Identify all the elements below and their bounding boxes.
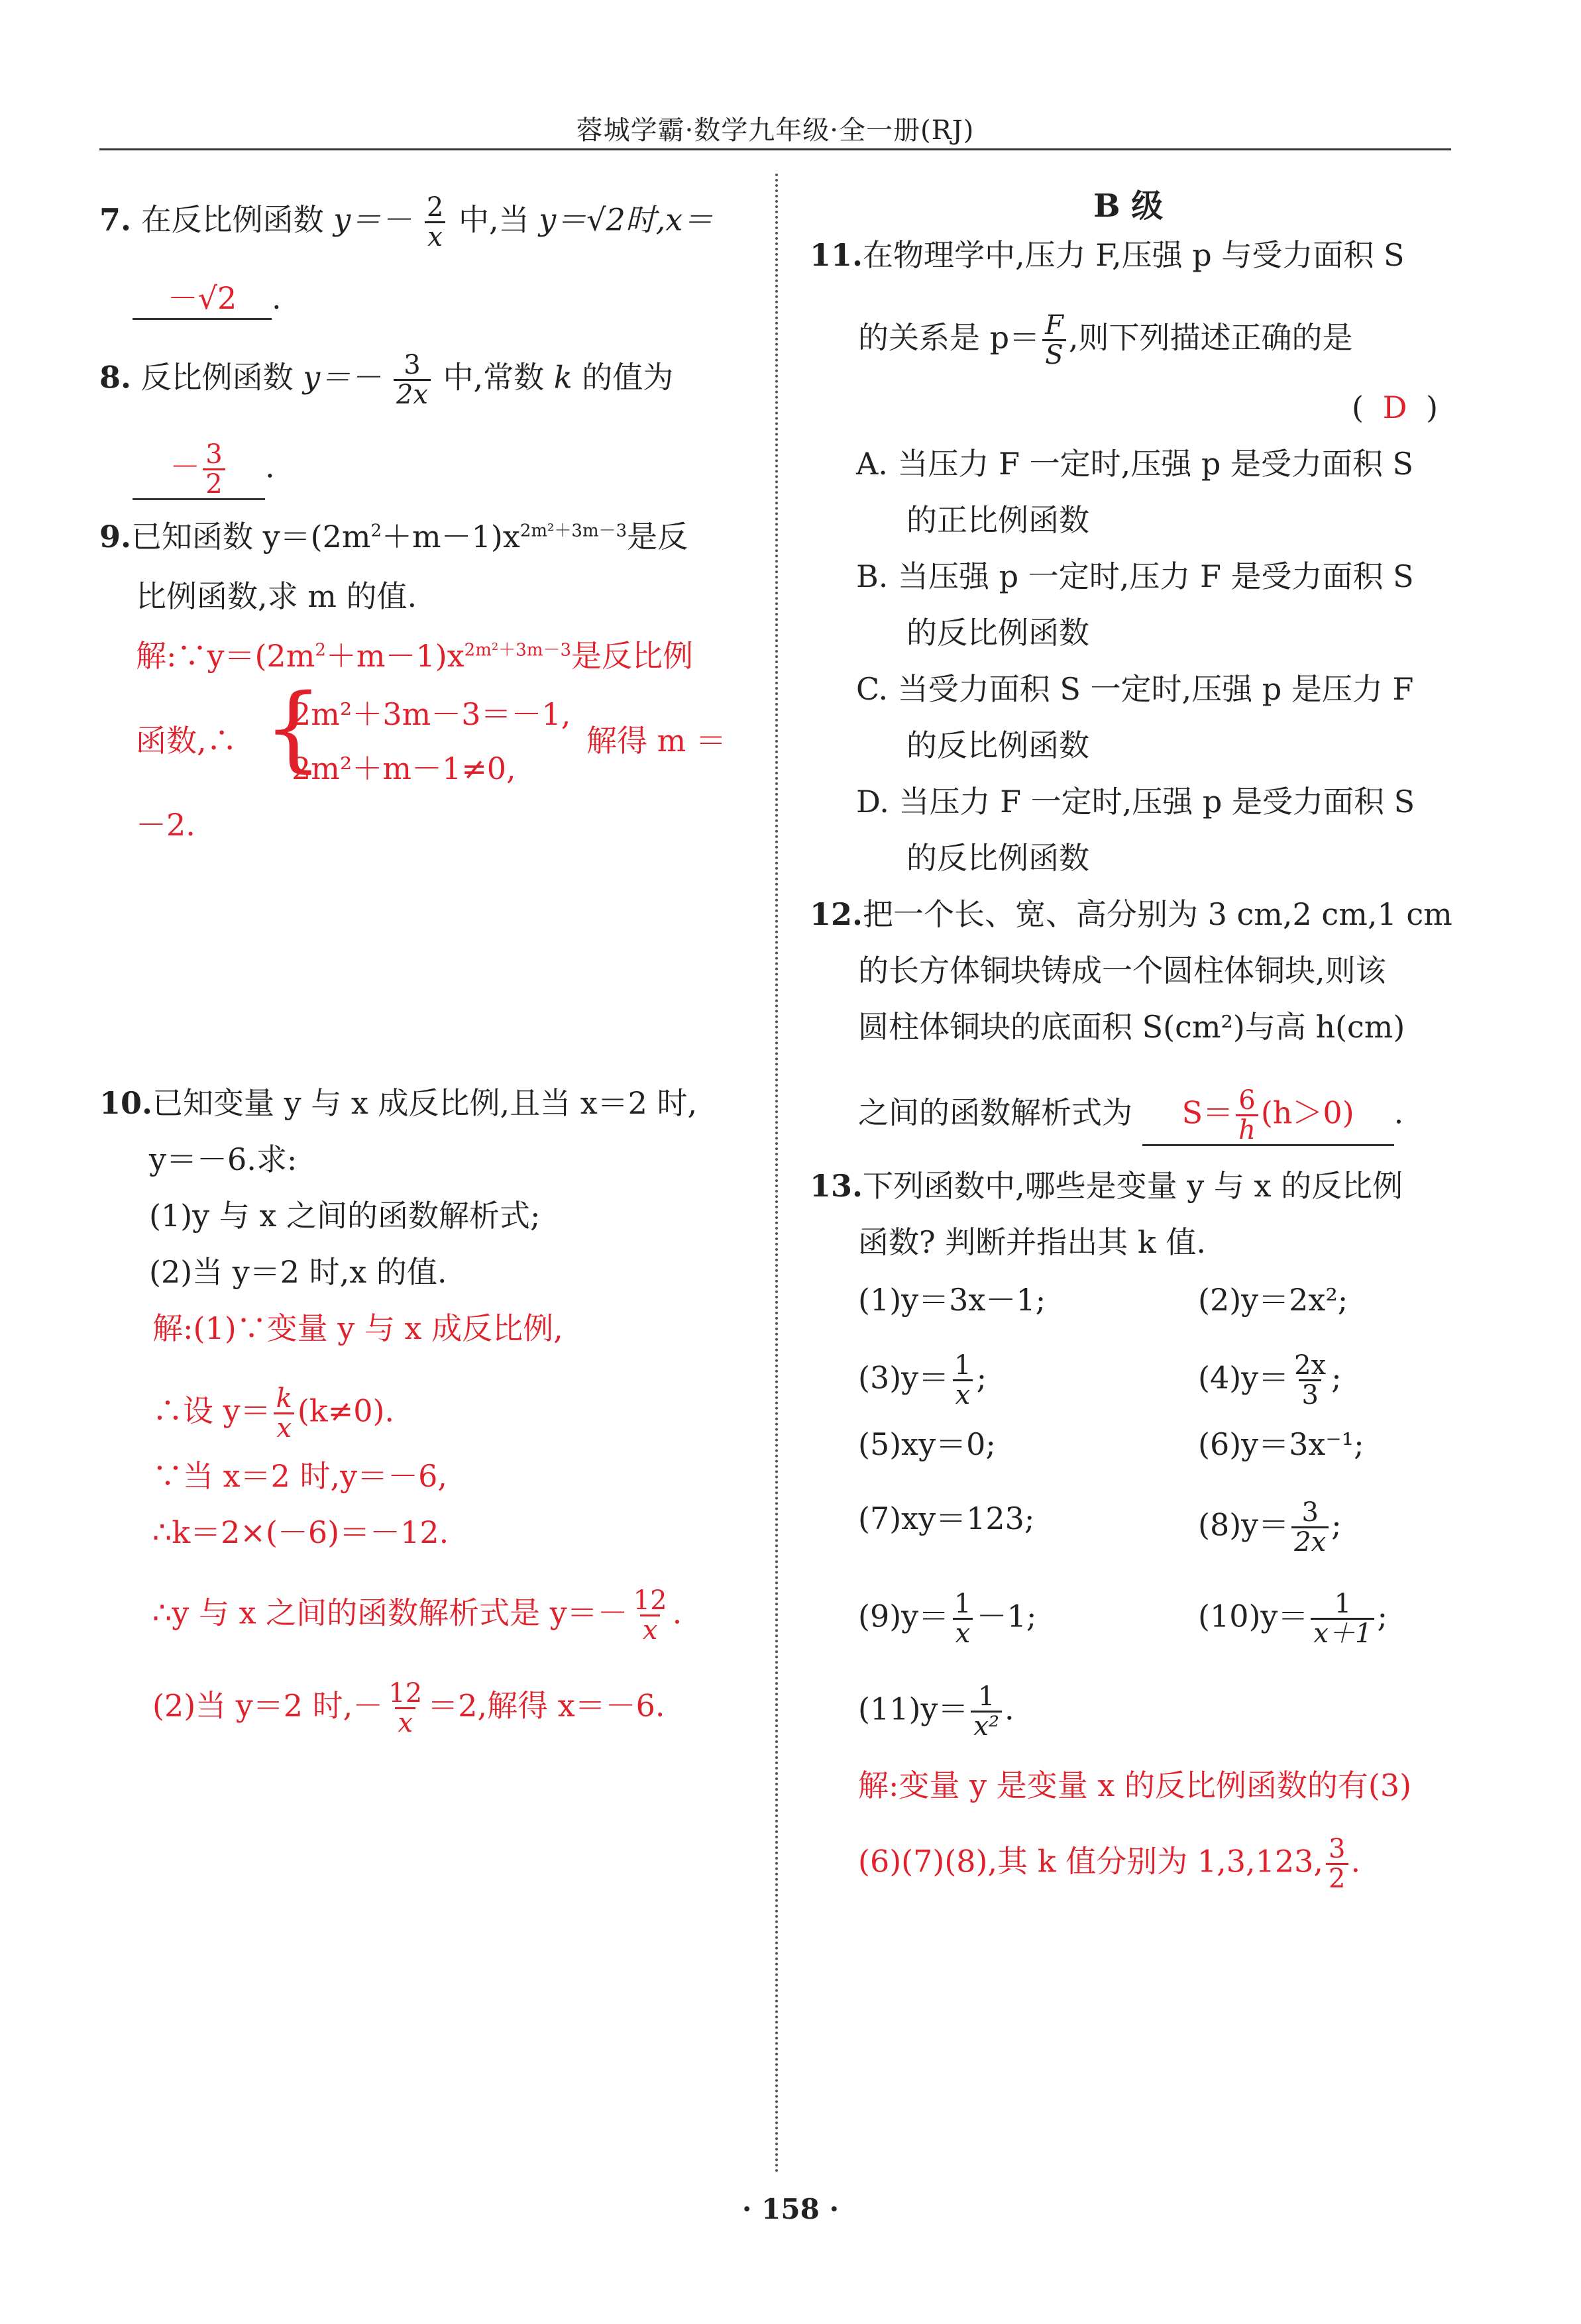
fraction (394, 351, 431, 409)
question-10-part1: (1)y 与 x 之间的函数解析式; (149, 1198, 541, 1234)
denominator: 2 (1326, 1863, 1348, 1893)
header-rule (99, 148, 1451, 150)
question-10 (99, 1083, 697, 1123)
q9-solution-result: 解得 m ＝ (586, 723, 726, 759)
question-9 (99, 517, 688, 556)
denominator: 3 (1299, 1379, 1321, 1409)
q10-solution-line4: ∴k＝2×(－6)＝－12. (152, 1514, 449, 1550)
question-11 (810, 235, 1404, 275)
numerator: 3 (404, 350, 421, 380)
answer-blank (1142, 1086, 1394, 1146)
choice-answer: D (1382, 390, 1407, 425)
text: ,则下列描述正确的是 (1068, 319, 1353, 356)
denominator: x (274, 1412, 294, 1442)
q10-solution-line6 (152, 1679, 665, 1737)
period: . (265, 449, 275, 485)
numerator: 3 (205, 439, 223, 470)
text: ; (1377, 1598, 1388, 1634)
fraction (203, 441, 225, 498)
q10-solution-line5 (152, 1587, 682, 1644)
denominator: S (1042, 339, 1065, 369)
level-heading: B 级 (1093, 187, 1164, 225)
numerator: 6 (1238, 1085, 1256, 1116)
item-6: (6)y＝3x⁻¹; (1198, 1426, 1364, 1462)
text: ＋m－1)x (382, 519, 520, 555)
question-number: 12. (810, 896, 863, 932)
fraction (971, 1683, 1002, 1740)
system-equation-1: 2m²＋3m－3＝－1, (292, 696, 571, 732)
text: (2)当 y＝2 时,－ (152, 1687, 384, 1724)
denominator: x (953, 1379, 973, 1409)
variable: k (553, 359, 572, 396)
period: . (1393, 1094, 1404, 1131)
question-13-line2: 函数? 判断并指出其 k 值. (858, 1224, 1207, 1260)
question-number: 7. (99, 201, 132, 238)
fraction (274, 1385, 295, 1442)
question-number: 13. (810, 1168, 863, 1204)
option-d: D. 当压力 F 一定时,压强 p 是受力面积 S (856, 784, 1415, 819)
text: 反比例函数 (140, 359, 294, 396)
denominator: 2 (203, 468, 225, 498)
bracket-right: ) (1426, 390, 1439, 425)
q7-answer-line (133, 278, 282, 320)
denominator: x² (971, 1711, 1002, 1740)
text: ; (1331, 1506, 1342, 1543)
numerator: F (1045, 310, 1063, 341)
text: (h＞0) (1260, 1094, 1354, 1131)
numerator: k (276, 1383, 292, 1414)
text: 解:∵y＝(2m (136, 638, 315, 674)
question-number: 8. (99, 359, 132, 396)
condition: y＝√2时,x＝ (539, 201, 714, 238)
text: (10)y＝ (1198, 1598, 1309, 1634)
q9-solution-line1 (136, 636, 693, 676)
text: S＝ (1181, 1094, 1234, 1131)
text: 的关系是 p＝ (858, 319, 1040, 356)
question-12-line3: 圆柱体铜块的底面积 S(cm²)与高 h(cm) (858, 1009, 1405, 1045)
fraction (1291, 1499, 1329, 1556)
fraction (631, 1587, 670, 1644)
item-9 (858, 1590, 1036, 1648)
system-equation-2: 2m²＋m－1≠0, (292, 751, 516, 786)
text: . (1005, 1691, 1014, 1727)
text: －1; (976, 1598, 1037, 1634)
denominator: x (953, 1618, 973, 1648)
page-header: 蓉城学霸·数学九年级·全一册(RJ) (576, 115, 975, 146)
item-1: (1)y＝3x－1; (858, 1282, 1046, 1318)
q13-solution-line1: 解:变量 y 是变量 x 的反比例函数的有(3) (858, 1768, 1412, 1803)
text: 之间的函数解析式为 (858, 1094, 1132, 1131)
question-13 (810, 1166, 1403, 1206)
option-b-line2: 的反比例函数 (906, 615, 1089, 651)
text: ; (976, 1359, 987, 1396)
fraction (1291, 1351, 1329, 1409)
text: 在反比例函数 (140, 201, 324, 238)
bracket-left: ( (1352, 390, 1364, 425)
denominator: x (425, 221, 445, 251)
text: 的值为 (582, 359, 674, 396)
text: 中,当 (458, 201, 529, 238)
numerator: 1 (954, 1350, 971, 1381)
item-2: (2)y＝2x²; (1198, 1282, 1348, 1318)
option-a-line2: 的正比例函数 (906, 502, 1089, 538)
exponent: 2m²＋3m－3 (464, 640, 572, 660)
system-brace: { (264, 674, 323, 782)
numerator: 2 (426, 192, 444, 223)
question-12-line4 (858, 1086, 1403, 1146)
text: (3)y＝ (858, 1359, 950, 1396)
question-7 (99, 193, 713, 251)
numerator: 2x (1294, 1350, 1327, 1381)
exponent: 2m²＋3m－3 (519, 521, 627, 541)
text: 是反 (627, 519, 688, 555)
text: 下列函数中,哪些是变量 y 与 x 的反比例 (863, 1168, 1403, 1204)
numerator: 1 (1334, 1589, 1352, 1619)
numerator: 1 (954, 1589, 971, 1619)
text: ∴y 与 x 之间的函数解析式是 y＝－ (152, 1595, 628, 1631)
question-10-line2: y＝－6.求: (149, 1141, 298, 1177)
question-number: 9. (99, 519, 132, 555)
text: ; (1331, 1359, 1342, 1396)
text: 中,常数 (443, 359, 545, 396)
numerator: 12 (388, 1678, 423, 1709)
option-b: B. 当压强 p 一定时,压力 F 是受力面积 S (856, 558, 1414, 594)
question-number: 11. (810, 237, 863, 273)
text: 把一个长、宽、高分别为 3 cm,2 cm,1 cm (863, 896, 1452, 932)
fraction (1236, 1086, 1258, 1144)
item-10 (1198, 1590, 1388, 1648)
item-4 (1198, 1351, 1342, 1409)
column-divider (775, 174, 778, 2174)
q8-answer-line (133, 441, 275, 500)
item-5: (5)xy＝0; (858, 1426, 996, 1462)
denominator: x (640, 1614, 661, 1644)
page-number: · 158 · (741, 2193, 840, 2225)
fraction (1042, 311, 1066, 369)
text: (6)(7)(8),其 k 值分别为 1,3,123, (858, 1843, 1324, 1879)
answer-bracket (1352, 388, 1438, 427)
text: ∴设 y＝ (152, 1393, 271, 1429)
question-10-part2: (2)当 y＝2 时,x 的值. (149, 1254, 447, 1290)
q10-solution-line2 (152, 1385, 394, 1442)
fraction (952, 1590, 973, 1648)
minus-sign: － (170, 449, 201, 485)
question-8 (99, 351, 673, 409)
text: 已知变量 y 与 x 成反比例,且当 x＝2 时, (152, 1085, 698, 1121)
denominator: h (1236, 1114, 1258, 1144)
question-12 (810, 894, 1452, 934)
equation: y＝－ (303, 359, 382, 396)
option-a: A. 当压力 F 一定时,压强 p 是受力面积 S (856, 446, 1414, 482)
text: . (672, 1595, 682, 1631)
text: ＋m－1)x (325, 638, 464, 674)
text: 在物理学中,压力 F,压强 p 与受力面积 S (863, 237, 1405, 273)
fraction (1326, 1835, 1348, 1893)
item-8 (1198, 1499, 1342, 1556)
q13-solution-line2 (858, 1835, 1360, 1893)
fraction (1311, 1590, 1374, 1648)
text: 已知函数 y＝(2m (131, 519, 371, 555)
item-3 (858, 1351, 987, 1409)
text: (8)y＝ (1198, 1506, 1289, 1543)
fraction (424, 193, 446, 251)
exponent: 2 (315, 640, 326, 660)
q10-solution-line3: ∵当 x＝2 时,y＝－6, (152, 1458, 447, 1494)
exponent: 2 (370, 521, 382, 541)
numerator: 3 (1329, 1834, 1346, 1864)
q9-solution-value: －2. (136, 807, 195, 843)
answer-blank: －√2 (133, 278, 272, 320)
question-9-line2: 比例函数,求 m 的值. (136, 578, 417, 614)
denominator: x (395, 1707, 415, 1737)
text: (4)y＝ (1198, 1359, 1289, 1396)
item-11 (858, 1683, 1014, 1740)
numerator: 12 (633, 1585, 667, 1616)
q10-solution-line1: 解:(1)∵变量 y 与 x 成反比例, (152, 1310, 563, 1346)
item-7: (7)xy＝123; (858, 1501, 1035, 1536)
text: . (1350, 1843, 1361, 1879)
text: 是反比例 (571, 638, 694, 674)
question-12-line2: 的长方体铜块铸成一个圆柱体铜块,则该 (858, 953, 1386, 988)
fraction (952, 1351, 973, 1409)
denominator: 2x (1291, 1526, 1329, 1556)
text: ＝2,解得 x＝－6. (427, 1687, 665, 1724)
option-c: C. 当受力面积 S 一定时,压强 p 是压力 F (856, 671, 1414, 707)
text: (11)y＝ (858, 1691, 969, 1727)
q9-solution-prefix: 函数,∴ (136, 723, 237, 759)
option-c-line2: 的反比例函数 (906, 727, 1089, 763)
fraction (386, 1679, 425, 1737)
question-number: 10. (99, 1085, 153, 1121)
denominator: x＋1 (1311, 1618, 1374, 1648)
text: (k≠0). (297, 1393, 395, 1429)
question-11-line2 (858, 311, 1352, 369)
equation: y＝－ (333, 201, 412, 238)
numerator: 1 (977, 1681, 995, 1712)
text: (9)y＝ (858, 1598, 950, 1634)
option-d-line2: 的反比例函数 (906, 840, 1089, 876)
denominator: 2x (394, 379, 431, 409)
answer-blank (133, 441, 265, 500)
numerator: 3 (1301, 1497, 1319, 1528)
period: . (272, 280, 282, 316)
